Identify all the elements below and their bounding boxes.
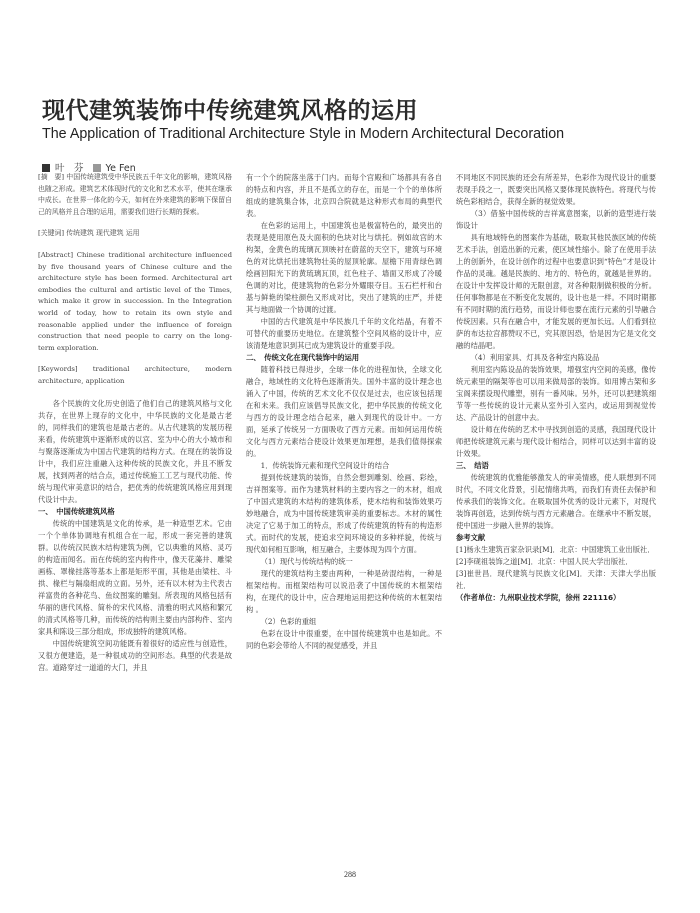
body-paragraph: 提到传统建筑的装饰，自然会想到雕刻、绘画、彩绘，吉祥图案等。而作为建筑材料的主要内容之一的木材，组成了中国式建筑的木结构的建筑体系，使木结构和装饰效果巧妙地融合，成为中国传统建筑审美的重要标志。木材的属性决定了它易于加工的特点，形成了传统建筑的特有的构造形式。而时代的发展，使追求空间环境设的多种样貌，传统与现代如何相互影响，相互融合，主要体现为四个方面。 <box>246 473 442 554</box>
abstract-chinese: [摘 要] 中国传统建筑受中华民族五千年文化的影响，建筑风格也随之形成。建筑艺术体现时代的文化和艺术水平，使其在继承中成长。在世界一体化的今天，如何在外来建筑的影响下保留自己的风格并且合理的运用，需要我们进行长期的探索。 <box>38 173 232 216</box>
square-bullet-icon <box>42 164 50 172</box>
subheading: （2）色彩的重组 <box>260 617 317 626</box>
body-paragraph: 现代的建筑结构主要由两种，一种是砖混结构，一种是框架结构。而框架结构可以说沿袭了中国传统的木框架结构，在现代的设计中，应合理地运用把这种传统的木框架结构 。 <box>246 569 442 614</box>
subheading: （4）利用家具、灯具及各种室内陈设品 <box>470 353 600 362</box>
column-left <box>38 172 232 674</box>
body-paragraph: 具有地域特色的图案作为基础，吸取其他民族区域的传统艺术手法，创造出新的元素，使区域性缩小。除了在使用手法上的创新外，在设计创作的过程中也要意识到“特色”才是设计作品的灵魂。越是民族的、地方的、特色的，就越是世界的。在设计中发挥设计师的无限创意，对各种限制做积极的分析。任何事物都是在不断变化发展的，设计也是一样。不同时期都有不同时期的流行趋势，而设计师也要在流行元素的引导融合传统因素。只有在融合中，才能发展的更加长远。人们看到拉萨的布达拉宫都赞叹不已，究其原因恐，恰是因为它是文化交融的结晶吧。 <box>456 233 656 350</box>
subheading: （1）现代与传统结构的统一 <box>260 557 353 566</box>
square-bullet-icon <box>93 164 101 172</box>
body-paragraph: 传统建筑的优雅能够激发人的审美情感，使人联想到不同时代，不同文化背景，引起情绪共鸣，而我们有责任去保护和传承我们的装饰文化。在吸取国外优秀的设计元素下，对现代装饰再创造，达到传统与西方元素融合。在继承中不断发展，使中国进一步融入世界的装饰。 <box>456 473 656 530</box>
reference-item: [3]崔世昌．现代建筑与民族文化[M]．天津：天津大学出版社． <box>456 569 656 590</box>
body-paragraph: 利用室内陈设品的装饰效果，增强室内空间的美感，像传统元素里的隔架等也可以用来做局部的装饰。如用博古架和多宝阁来摆设现代雕塑，别有一番风味。另外，还可以把建筑细节等一些传统的设计元素从室外引入室内，或运用到视觉传达、产品设计的创意中去。 <box>456 365 656 422</box>
article-title-english: The Application of Traditional Architecture Style in Modern Architectural Decoration <box>42 126 565 142</box>
reference-item: [2]李砚祖装饰之道[M]．北京：中国人民大学出版社． <box>456 557 633 566</box>
author-affiliation: （作者单位：九州职业技术学院，徐州 221116） <box>456 593 621 602</box>
section-heading-2: 二、 传统文化在现代装饰中的运用 <box>246 353 360 362</box>
body-paragraph: 色彩在设计中很重要，在中国传统建筑中也是如此。不同的色彩会带给人不同的视觉感受，并且 <box>246 629 442 650</box>
abstract-english: [Abstract] Chinese traditional architecture influenced by five thousand years of Chinese culture and the architecture style has been formed. Architectural art embodies the cultural and artistic level of the Times, which make it grow in succession. In the Integration world of today, how to retain its own style and reasonable applied under the influence of foreign construction that need people to carry on the long-term exploration. <box>38 250 232 352</box>
author-name-english: Ye Fen <box>105 163 136 174</box>
column-middle <box>246 172 442 652</box>
author-name-chinese: 叶 芬 <box>55 163 84 174</box>
section-heading-3: 三、 结语 <box>456 461 489 470</box>
body-paragraph: 随着科技已得进步，全球一体化的进程加快，全球文化融合，地域性的文化特色逐渐消失。国外丰富的设计理念也涌入了中国，传统的艺术文化不仅仅是过去，也应该包括现在和未来。我们应该倡导民族文化，把中华民族的传统文化与西方的设计理念结合起来，融入到现代的设计中。一方面，延承了传统另一方面吸收了西方元素。而如何运用传统文化与西方元素结合使设计效果更加理想，是我们值得探索的。 <box>246 365 442 458</box>
body-paragraph: 在色彩的运用上，中国建筑也是极富特色的，最突出的表现是使用原色及大面积的色块对比与烘托。例如故宫的木构架，金黄色的琉璃瓦顶映衬在蔚蓝的天空下，建筑与环境色的对比烘托出建筑物壮美的屋顶轮廓。屋檐下用青绿色调绘画回阳光下的黄琉璃瓦顶，红色柱子、墙面又形成了冷暖色调的对比，使建筑物的色彩分外耀眼夺目。玉石栏杆和台基与鲜艳的梁柱颜色又形成对比，突出了建筑的庄严，并使其与地面做一个协调的过渡。 <box>246 221 442 314</box>
body-paragraph: 有一个个的院落坐落于门内。而每个宫殿和广场都具有各自的特点和内容，并且不是孤立的存在，而是一个个的单体所组成的建筑集合体，北京四合院就是这种形式布局的典型代表。 <box>246 173 442 218</box>
references-heading: 参考文献 <box>456 533 486 542</box>
intro-paragraph: 各个民族的文化历史创造了他们自己的建筑风格与文化共存，在世界上现存的文化中，中华民族的文化是最古老的，同样我们的建筑也是最古老的。从古代建筑的发展历程来看，传统建筑中逐渐形成的以宫、室为中心的大小城市和与聚落逐渐成为中国古代建筑的结构方式。在现在的装饰设计中，我们应注重融入这种传统的民族文化，并且不断发展，找到两者的结合点，通过传统施工工艺与现代功能、传统与现代审美意识的结合，把优秀的传统建筑风格应用到现代设计中去。 <box>38 398 232 504</box>
column-right <box>456 172 656 604</box>
keywords-english: [Keywords] traditional architecture, modern architecture, application <box>38 365 232 385</box>
page-number: 288 <box>344 870 356 879</box>
body-paragraph: 中国的古代建筑是中华民族几千年的文化结晶，有着不可替代的重要历史地位。在建筑整个空间风格的设计中，应该清楚地意识到其已成为建筑设计的重要手段。 <box>246 317 442 350</box>
body-paragraph: 中国传统建筑空间功能既有着很好的适应性与创造性，又很方便建造，是一种很成功的空间形态。典型的代表是故宫。道路穿过一道道的大门，并且 <box>38 638 232 672</box>
subheading: （3）借鉴中国传统的吉祥寓意图案，以新的造型进行装饰设计 <box>456 209 656 230</box>
keywords-chinese: [关键词] 传统建筑 现代建筑 运用 <box>38 229 140 238</box>
reference-item: [1]杨永生建筑百家杂识录[M]．北京：中国建筑工业出版社． <box>456 545 655 554</box>
section-heading-1: 一、 中国传统建筑风格 <box>38 506 115 516</box>
body-paragraph: 不同地区不同民族的还会有所差异，色彩作为现代设计的重要表现手段之一，既要突出风格又要体现民族特色。将现代与传统色彩相结合，获得全新的视觉效果。 <box>456 173 656 206</box>
body-paragraph: 设计师在传统的艺术中寻找到创造的灵感，我国现代设计师把传统建筑元素与现代设计相结合，同样可以达到丰富的设计效果。 <box>456 425 656 458</box>
subheading: 1．传统装饰元素和现代空间设计的结合 <box>260 461 390 470</box>
body-paragraph: 传统的中国建筑是文化的传承，是一种造型艺术。它由一个个单体协调地有机组合在一起，形成一套完善的建筑群。以传统汉民族木结构建筑为例，它以典雅的风格、灵巧的构造而闻名。而在传统的室内构件中，像天花藻井、雕梁画栋、罩椽挂落等基本上都是矩形平面，其他是由梁柱、斗拱、椽栏与隔扇组成的立面。另外，还有以木材为主代表古祥富贵的各种花鸟、鱼纹图案的雕刻。所表现的风格包括有华丽的唐代风格、简朴的宋代风格、清雅的明式风格和繁冗的清式风格等几种，而传统的结构则主要由内部构件、室内家具和陈设三部分组成，形成独特的建筑风格。 <box>38 518 232 636</box>
article-title-chinese: 现代建筑装饰中传统建筑风格的运用 <box>42 98 418 124</box>
